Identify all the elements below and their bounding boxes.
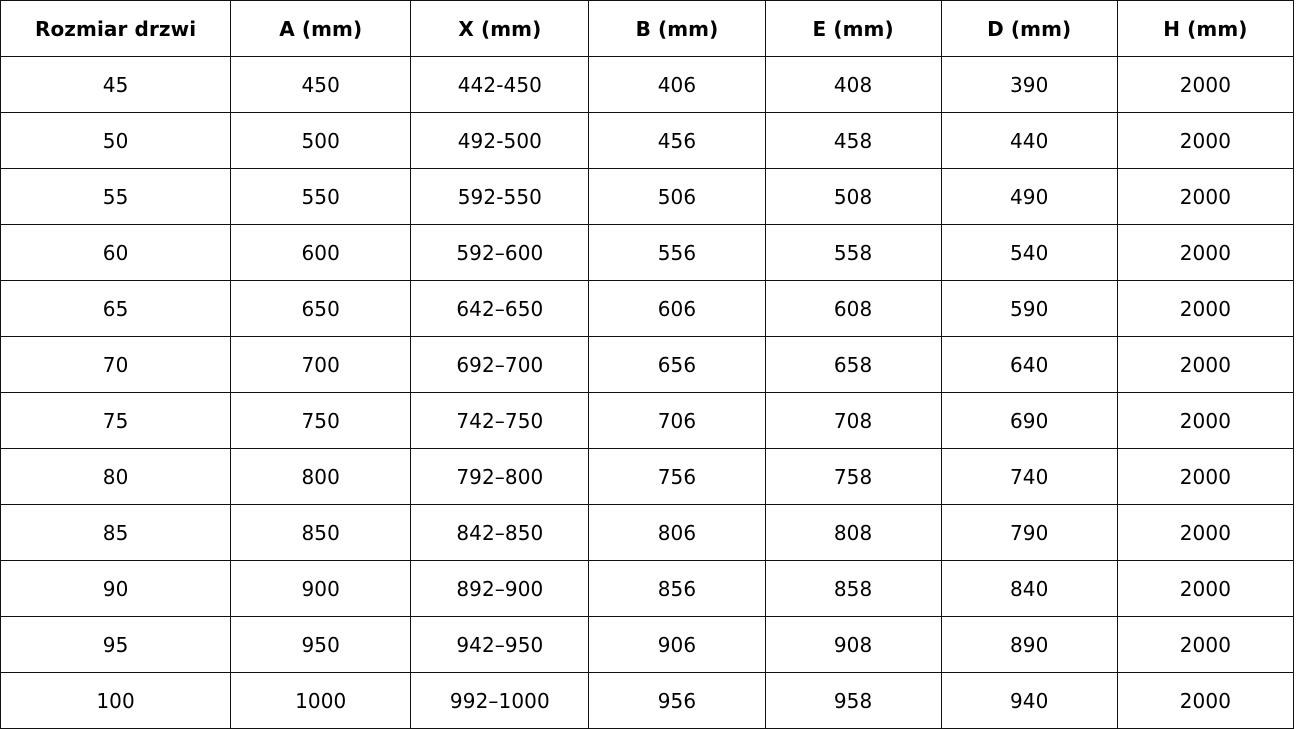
cell-x: 942–950	[411, 617, 589, 673]
table-body	[1, 57, 1294, 729]
cell-a: 550	[231, 169, 411, 225]
cell-h: 2000	[1117, 505, 1293, 561]
cell-d: 690	[941, 393, 1117, 449]
table-row	[1, 281, 1294, 337]
cell-door-size: 80	[1, 449, 231, 505]
cell-e: 508	[765, 169, 941, 225]
cell-a: 600	[231, 225, 411, 281]
table-row	[1, 673, 1294, 729]
cell-d: 740	[941, 449, 1117, 505]
cell-e: 558	[765, 225, 941, 281]
cell-h: 2000	[1117, 561, 1293, 617]
cell-door-size: 55	[1, 169, 231, 225]
cell-h: 2000	[1117, 57, 1293, 113]
cell-door-size: 60	[1, 225, 231, 281]
cell-x: 642–650	[411, 281, 589, 337]
cell-door-size: 50	[1, 113, 231, 169]
table-header	[1, 1, 1294, 57]
cell-e: 758	[765, 449, 941, 505]
cell-a: 800	[231, 449, 411, 505]
cell-d: 390	[941, 57, 1117, 113]
cell-e: 908	[765, 617, 941, 673]
cell-b: 906	[589, 617, 765, 673]
cell-a: 950	[231, 617, 411, 673]
cell-e: 408	[765, 57, 941, 113]
cell-b: 606	[589, 281, 765, 337]
cell-h: 2000	[1117, 169, 1293, 225]
table-row	[1, 561, 1294, 617]
table-row	[1, 113, 1294, 169]
cell-d: 640	[941, 337, 1117, 393]
cell-b: 406	[589, 57, 765, 113]
cell-b: 506	[589, 169, 765, 225]
column-header-x: X (mm)	[411, 1, 589, 57]
table-header-row	[1, 1, 1294, 57]
cell-h: 2000	[1117, 281, 1293, 337]
cell-b: 956	[589, 673, 765, 729]
table-row	[1, 169, 1294, 225]
cell-d: 440	[941, 113, 1117, 169]
cell-door-size: 95	[1, 617, 231, 673]
cell-h: 2000	[1117, 337, 1293, 393]
cell-d: 490	[941, 169, 1117, 225]
cell-x: 592-550	[411, 169, 589, 225]
cell-x: 992–1000	[411, 673, 589, 729]
cell-b: 806	[589, 505, 765, 561]
cell-b: 706	[589, 393, 765, 449]
cell-x: 792–800	[411, 449, 589, 505]
column-header-door-size: Rozmiar drzwi	[1, 1, 231, 57]
column-header-d: D (mm)	[941, 1, 1117, 57]
cell-h: 2000	[1117, 617, 1293, 673]
cell-a: 1000	[231, 673, 411, 729]
cell-e: 708	[765, 393, 941, 449]
cell-a: 850	[231, 505, 411, 561]
cell-b: 856	[589, 561, 765, 617]
cell-door-size: 90	[1, 561, 231, 617]
cell-a: 700	[231, 337, 411, 393]
cell-d: 540	[941, 225, 1117, 281]
cell-h: 2000	[1117, 393, 1293, 449]
table-row	[1, 449, 1294, 505]
cell-d: 940	[941, 673, 1117, 729]
table-row	[1, 505, 1294, 561]
cell-door-size: 65	[1, 281, 231, 337]
cell-x: 892–900	[411, 561, 589, 617]
table-row	[1, 617, 1294, 673]
column-header-b: B (mm)	[589, 1, 765, 57]
cell-h: 2000	[1117, 673, 1293, 729]
cell-d: 840	[941, 561, 1117, 617]
cell-x: 492-500	[411, 113, 589, 169]
cell-x: 442-450	[411, 57, 589, 113]
cell-b: 656	[589, 337, 765, 393]
cell-x: 742–750	[411, 393, 589, 449]
column-header-e: E (mm)	[765, 1, 941, 57]
cell-door-size: 85	[1, 505, 231, 561]
cell-x: 692–700	[411, 337, 589, 393]
table-row	[1, 225, 1294, 281]
cell-b: 756	[589, 449, 765, 505]
table-row	[1, 393, 1294, 449]
cell-b: 456	[589, 113, 765, 169]
cell-d: 590	[941, 281, 1117, 337]
cell-x: 842–850	[411, 505, 589, 561]
cell-door-size: 70	[1, 337, 231, 393]
cell-d: 790	[941, 505, 1117, 561]
cell-a: 650	[231, 281, 411, 337]
table-row	[1, 337, 1294, 393]
cell-d: 890	[941, 617, 1117, 673]
cell-door-size: 100	[1, 673, 231, 729]
cell-e: 808	[765, 505, 941, 561]
cell-e: 958	[765, 673, 941, 729]
cell-b: 556	[589, 225, 765, 281]
cell-h: 2000	[1117, 449, 1293, 505]
cell-door-size: 75	[1, 393, 231, 449]
cell-a: 900	[231, 561, 411, 617]
cell-e: 608	[765, 281, 941, 337]
cell-a: 450	[231, 57, 411, 113]
column-header-h: H (mm)	[1117, 1, 1293, 57]
cell-h: 2000	[1117, 225, 1293, 281]
cell-e: 458	[765, 113, 941, 169]
cell-x: 592–600	[411, 225, 589, 281]
table-row	[1, 57, 1294, 113]
cell-h: 2000	[1117, 113, 1293, 169]
column-header-a: A (mm)	[231, 1, 411, 57]
cell-door-size: 45	[1, 57, 231, 113]
cell-a: 500	[231, 113, 411, 169]
cell-e: 658	[765, 337, 941, 393]
cell-e: 858	[765, 561, 941, 617]
cell-a: 750	[231, 393, 411, 449]
